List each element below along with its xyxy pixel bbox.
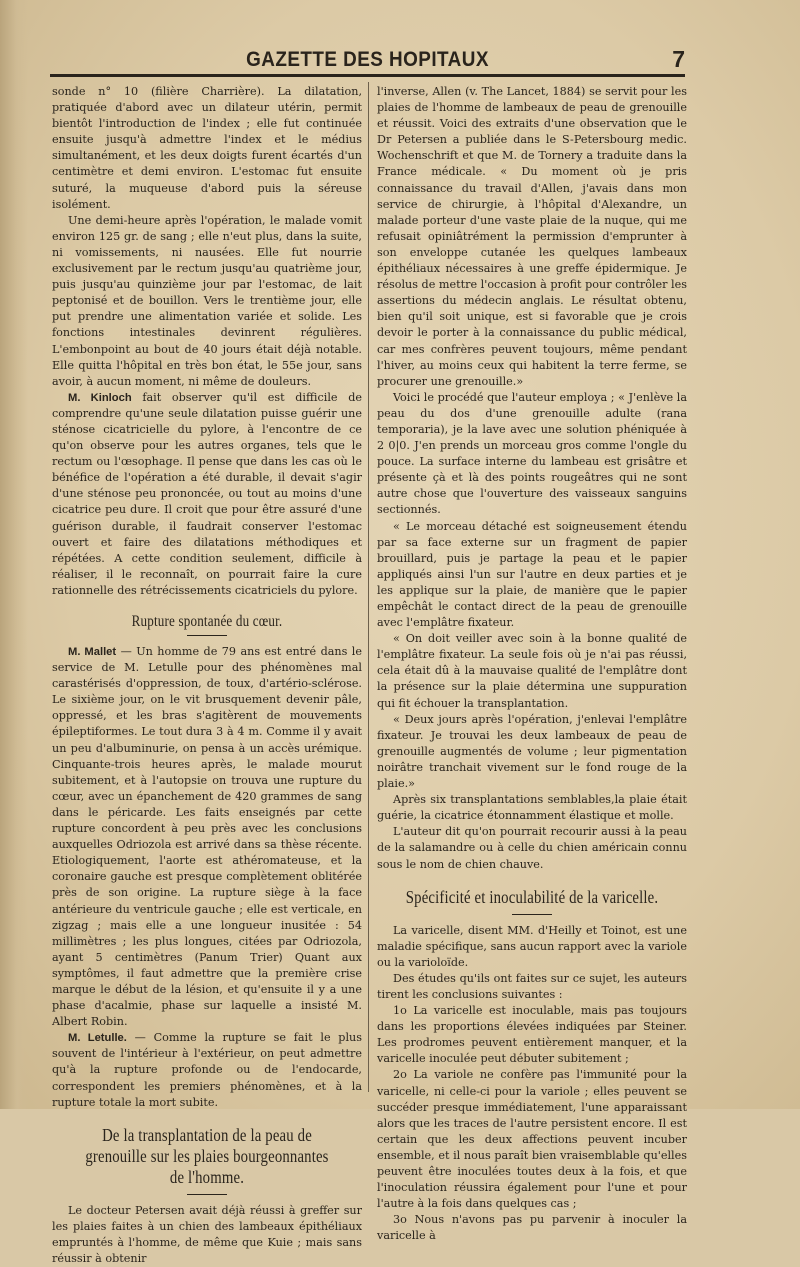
paragraph: Après six transplantations semblables,la plaie était guérie, la cicatrice étonnamment élastique et molle. <box>377 793 687 823</box>
paragraph <box>52 1030 362 1110</box>
section-heading: Spécificité et inoculabilité de la varicelle. <box>405 886 659 907</box>
paragraph: Une demi-heure après l'opération, le malade vomit environ 125 gr. de sang ; elle n'eut plus, dans la suite, ni vomissements, ni nausées. Elle fut nourrie exclusivement par le rectum jusqu'au quatrième jour, puis jusqu'au quinzième jour par l'estomac, de lait peptonisé et de bouillon. Vers le trentième jour, elle put prendre une alimentation variée et solide. Les fonctions intestinales devinrent régulières. L'embonpoint au bout de 40 jours était déjà notable. Elle quitta l'hôpital en très bon état, le 55e jour, sans avoir, à aucun moment, ni même de douleurs. <box>52 213 362 388</box>
heading-rule <box>187 635 227 636</box>
journal-title: GAZETTE DES HOPITAUX <box>246 48 489 71</box>
paragraph-text: — Un homme de 79 ans est entré dans le service de M. Letulle pour des phénomènes mal carastérisés d'oppression, de toux, d'artério-sclérose. Le sixième jour, on le vit brusquement devenir pâle, oppressé, et les bras s'agitèrent de mouvements épileptiformes. Le tout dura 3 à 4 m. Comme il y avait un peu d'albuminurie, on pensa à un accès urémique. Cinquante-trois heures après, le malade mourut subitement, et à l'autopsie on trouva une rupture du cœur, avec un épanchement de 420 grammes de sang dans le péricarde. Les faits enseignés par cette rupture concordent à peu près avec les conclusions auxquelles Odriozola est arrivé dans sa thèse récente. Etiologiquement, l'aorte est athéromateuse, et la coronaire gauche est presque complètement oblitérée près de son origine. La rupture siège à la face antérieure du ventricule gauche ; elle est verticale, en zigzag ; mais elle a une longueur inusitée : 54 millimètres ; les plus longues, citées par Odriozola, ayant 5 centimètres (Panum Trier) Quant aux symptômes, il faut admettre que la première crise marque le début de la lésion, et qu'ensuite il y a une phase d'acalmie, phase sur laquelle a insisté M. Albert Robin. <box>52 645 362 1029</box>
heading-rule <box>187 1194 227 1195</box>
paragraph: Voici le procédé que l'auteur employa ; « J'enlève la peau du dos d'une grenouille adulte (rana temporaria), je la lave avec une solution phéniquée à 2 0|0. J'en prends un morceau gros comme l'ongle du pouce. La surface interne du lambeau est grisâtre et présente çà et là des points rougeâtres qui ne sont autre chose que l'ouverture des vaisseaux sanguins sectionnés. <box>377 390 687 517</box>
paragraph: 2o La variole ne confère pas l'immunité pour la varicelle, ni celle-ci pour la variole ; elles peuvent se succéder presque immédiatement, l'une apparaissant alors que les traces de l'autre persistent encore. Il est certain que les deux affections peuvent incuber ensemble, et il nous paraît bien vraisemblable qu'elles peuvent être inoculées toutes deux à la fois, et que l'inoculation réussira également pour l'une et pour l'autre à la fois dans quelques cas ; <box>377 1068 687 1211</box>
heading-rule <box>512 914 552 915</box>
section-heading: Rupture spontanée du cœur. <box>131 613 283 630</box>
page-number: 7 <box>672 46 685 72</box>
column-divider <box>368 82 369 1092</box>
right-column <box>377 84 687 1243</box>
paragraph: l'inverse, Allen (v. The Lancet, 1884) se servit pour les plaies de l'homme de lambeaux de peau de grenouille et réussit. Voici des extraits d'une observation que le Dr Petersen a publiée dans le S-Petersbourg medic. Wochenschrift et que M. de Tornery a traduite dans la France médicale. « Du moment où je pris connaissance du travail d'Allen, j'avais dans mon service de chirurgie, à l'hôpital d'Alexandre, un malade porteur d'une vaste plaie de la nuque, qui me refusait opiniâtrément la permission d'emprunter à son enveloppe cutanée les quelques lambeaux épithéliaux nécessaires à une greffe épidermique. Je résolus de mettre l'occasion à profit pour contrôler les assertions du médecin anglais. Le résultat obtenu, bien qu'il soit unique, est si favorable que je crois devoir le porter à la connaissance du public médical, car mes confrères peuvent toujours, même pendant l'hiver, au moins ceux qui habitent la terre ferme, se procurer une grenouille.» <box>377 85 687 388</box>
paragraph: 3o Nous n'avons pas pu parvenir à inoculer la varicelle à <box>377 1213 687 1243</box>
paragraph-text: — Comme la rupture se fait le plus souvent de l'intérieur à l'extérieur, on peut admettre qu'à la rupture profonde ou de l'endocarde, correspondent les premiers phénomènes, et à la rupture totale la mort subite. <box>52 1031 362 1109</box>
paragraph: sonde n° 10 (filière Charrière). La dilatation, pratiquée d'abord avec un dilateur utérin, permit bientôt l'introduction de l'index ; elle fut continuée ensuite jusqu'à admettre l'index et le médius simultanément, et les deux doigts furent écartés d'un centimètre et demi environ. L'estomac fut ensuite suturé, la muqueuse d'abord puis la séreuse isolément. <box>52 85 362 211</box>
paragraph: « Deux jours après l'opération, j'enlevai l'emplâtre fixateur. Je trouvai les deux lambeaux de peau de grenouille augmentés de volume ; leur pigmentation noirâtre tranchait vivement sur le fond rouge de la plaie.» <box>377 712 687 791</box>
paragraph: « Le morceau détaché est soigneusement étendu par sa face externe sur un fragment de papier brouillard, puis je partage la peau et le papier appliqués ainsi l'un sur l'autre en deux parties et je les applique sur la plaie, de manière que le papier empêchât le contact direct de la peau de grenouille avec l'emplâtre fixateur. <box>377 519 687 630</box>
speaker-name: M. Letulle. <box>68 1032 127 1045</box>
page-header <box>50 46 685 74</box>
page-binding-edge <box>0 0 28 1109</box>
paragraph-text: fait observer qu'il est difficile de comprendre qu'une seule dilatation puisse guérir une sténose cicatricielle du pylore, à l'encontre de ce qu'on observe pour les autres organes, tels que le rectum ou l'œsophage. Il pense que dans les cas où le bénéfice de l'opération a été durable, il devait s'agir d'une sténose peu prononcée, ou tout au moins d'une cicatrice peu dure. Il croit que pour être assuré d'une guérison durable, il faudrait conserver l'estomac ouvert et faire des dilatations méthodiques et répétées. A cette condition seulement, difficile à réaliser, il le reconnaît, on pourrait faire la cure rationnelle des rétrécissements cicatriciels du pylore. <box>52 390 362 597</box>
speaker-name: M. Kinloch <box>68 391 132 404</box>
speaker-name: M. Mallet <box>68 646 117 658</box>
paragraph: L'auteur dit qu'on pourrait recourir aussi à la peau de la salamandre ou à celle du chien américain connu sous le nom de chien chauve. <box>377 825 687 871</box>
paragraph <box>52 644 362 1030</box>
section-heading: De la transplantation de la peau de grenouille sur les plaies bourgeonnantes de l'homme. <box>85 1124 329 1187</box>
left-column <box>52 84 362 1265</box>
paragraph <box>52 390 362 599</box>
paragraph: « On doit veiller avec soin à la bonne qualité de l'emplâtre fixateur. La seule fois où je n'ai pas réussi, cela était dû à la mauvaise qualité de l'emplâtre dont la présence sur la plaie détermina une suppuration qui fit échouer la transplantation. <box>377 632 687 710</box>
paragraph: La varicelle, disent MM. d'Heilly et Toinot, est une maladie spécifique, sans aucun rapport avec la variole ou la varioloïde. <box>377 923 687 969</box>
paragraph: Des études qu'ils ont faites sur ce sujet, les auteurs tirent les conclusions suivantes : <box>377 971 687 1001</box>
paragraph: 1o La varicelle est inoculable, mais pas toujours dans les proportions élevées indiquées par Steiner. Les prodromes peuvent entièrement manquer, et la varicelle inoculée peut débuter subitement ; <box>377 1004 687 1066</box>
header-rule <box>50 74 685 77</box>
paragraph: Le docteur Petersen avait déjà réussi à greffer sur les plaies faites à un chien des lambeaux épithéliaux empruntés à l'homme, de même que Kuie ; mais sans réussir à obtenir <box>52 1203 362 1265</box>
